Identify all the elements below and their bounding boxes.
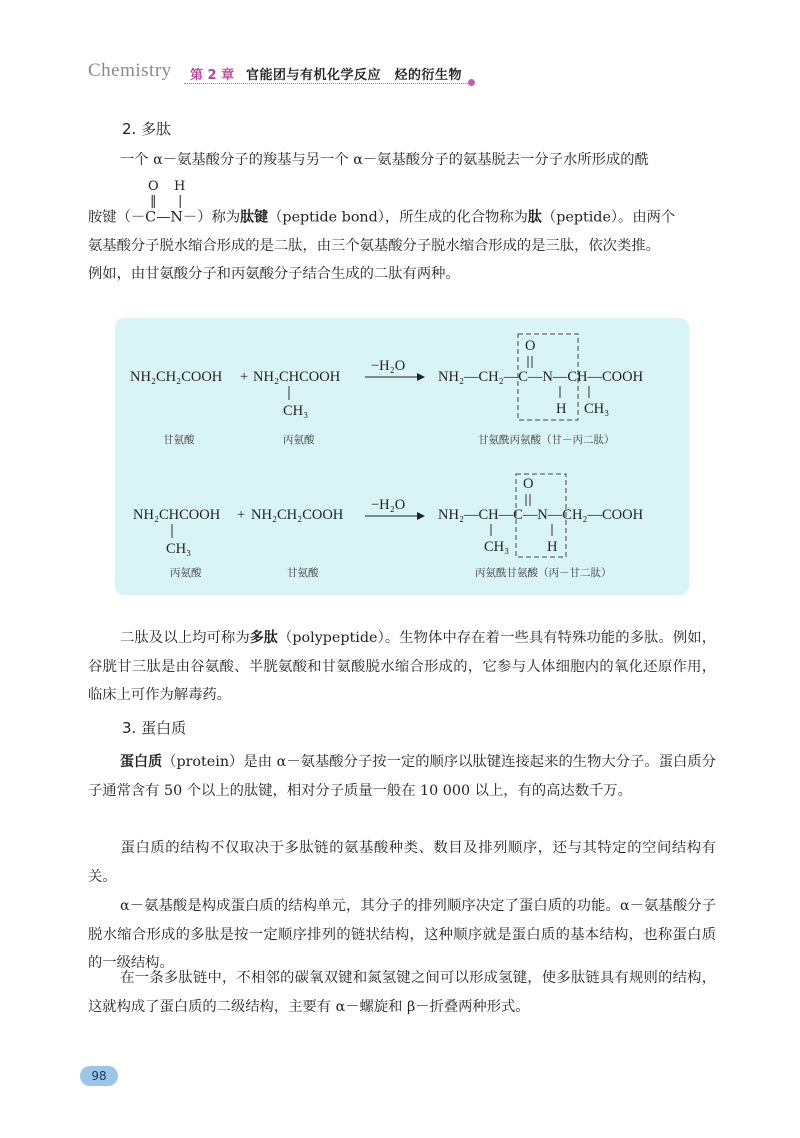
amide-hydrogen: H	[547, 539, 558, 555]
caption-dipeptide: 甘氨酰丙氨酸（甘－丙二肽）	[478, 434, 615, 446]
chapter-title: 官能团与有机化学反应 烃的衍生物	[246, 68, 463, 83]
paragraph-peptide-bond	[88, 146, 716, 289]
amide-hydrogen: H	[556, 401, 567, 417]
formula-oxygen: O	[148, 179, 159, 194]
reactant-alanine: NH₂CHCOOH	[253, 369, 341, 385]
reactant-glycine: NH₂CH₂COOH	[130, 369, 223, 385]
formula-double-bond: ‖	[150, 194, 157, 209]
methyl-group: CH₃	[166, 541, 192, 557]
caption-alanine: 丙氨酸	[170, 567, 202, 579]
methyl-group: CH₃	[584, 401, 610, 417]
header-divider	[184, 83, 470, 84]
paragraph-text: （polypeptide）。生物体中存在着一些具有特殊功能的多肽。例如，谷胱甘三肽是由谷氨酸、半胱氨酸和甘氨酸脱水缩合形成的，它参与人体细胞内的氧化还原作用，临床上可作为解毒药。	[88, 630, 717, 704]
paragraph-polypeptide	[88, 624, 716, 710]
paragraph-line: 氨基酸分子脱水缩合形成的是二肽，由三个氨基酸分子脱水缩合形成的是三肽，依次类推。	[88, 237, 660, 254]
section-heading-polypeptide: 2. 多肽	[122, 120, 172, 138]
arrow-head-icon	[417, 512, 425, 520]
section-heading-protein: 3. 蛋白质	[122, 719, 187, 737]
paragraph-text: （protein）是由 α－氨基酸分子按一定的顺序以肽键连接起来的生物大分子。蛋白质分子通常含有 50 个以上的肽键，相对分子质量一般在 10 000 以上，有的高达数千万。	[88, 754, 717, 799]
methyl-group: CH₃	[484, 539, 510, 555]
amide-formula: －C—N－	[130, 209, 198, 225]
caption-glycine: 甘氨酸	[163, 434, 195, 446]
methyl-group: CH₃	[283, 403, 309, 419]
plus-sign: +	[240, 369, 249, 385]
chapter-label: 第 2 章	[190, 68, 235, 83]
carbonyl-oxygen: O	[525, 338, 536, 354]
paragraph-secondary-structure	[88, 964, 716, 1021]
product-dipeptide: NH₂—CH₂—C—N—CH—COOH	[438, 369, 644, 385]
reactant-alanine: NH₂CHCOOH	[133, 507, 221, 523]
caption-alanine: 丙氨酸	[283, 434, 315, 446]
reactant-glycine: NH₂CH₂COOH	[251, 507, 344, 523]
term-peptide: 肽	[527, 209, 542, 225]
reaction-condition: −H₂O	[371, 358, 406, 374]
paragraph-text: 蛋白质的结构不仅取决于多肽链的氨基酸种类、数目及排列顺序，还与其特定的空间结构有关。	[88, 840, 716, 885]
term-polypeptide: 多肽	[249, 630, 278, 646]
reaction-condition: −H₂O	[371, 497, 406, 513]
formula-single-bond: |	[178, 194, 183, 209]
caption-dipeptide: 丙氨酰甘氨酸（丙－甘二肽）	[475, 567, 612, 579]
paragraph-text: 二肽及以上均可称为	[120, 630, 250, 646]
paragraph-line: ）称为	[197, 209, 241, 225]
paragraph-line: （peptide）。由两个	[541, 209, 676, 225]
paragraph-protein-definition	[88, 748, 716, 805]
paragraph-text: 在一条多肽链中，不相邻的碳氧双键和氮氢键之间可以形成氢键，使多肽链具有规则的结构，这就构成了蛋白质的二级结构，主要有 α－螺旋和 β－折叠两种形式。	[88, 970, 716, 1015]
paragraph-line: （peptide bond），所生成的化合物称为	[268, 209, 528, 225]
term-protein: 蛋白质	[120, 754, 163, 770]
formula-hydrogen: H	[174, 179, 186, 194]
reaction-box	[115, 318, 689, 595]
paragraph-line: 一个 α－氨基酸分子的羧基与另一个 α－氨基酸分子的氨基脱去一分子水所形成的酰	[120, 152, 649, 168]
term-peptide-bond: 肽键	[240, 209, 269, 225]
carbonyl-oxygen: O	[523, 476, 534, 492]
plus-sign: +	[237, 507, 246, 523]
arrow-head-icon	[417, 373, 425, 381]
paragraph-line: 胺键（	[88, 209, 131, 225]
paragraph-text: α－氨基酸是构成蛋白质的结构单元，其分子的排列顺序决定了蛋白质的功能。α－氨基酸分子脱水缩合形成的多肽是按一定顺序排列的链状结构，这种顺序就是蛋白质的基本结构，也称蛋白质的一级结构。	[88, 898, 716, 972]
product-dipeptide: NH₂—CH—C—N—CH₂—COOH	[438, 507, 644, 523]
caption-glycine: 甘氨酸	[287, 567, 319, 579]
paragraph-line: 例如，由甘氨酸分子和丙氨酸分子结合生成的二肽有两种。	[88, 266, 460, 283]
reaction-diagram	[115, 318, 689, 595]
page-number-badge: 98	[80, 1066, 118, 1086]
paragraph-protein-structure	[88, 834, 716, 891]
header-dot-icon	[468, 79, 475, 86]
header-brand: Chemistry	[88, 60, 172, 81]
